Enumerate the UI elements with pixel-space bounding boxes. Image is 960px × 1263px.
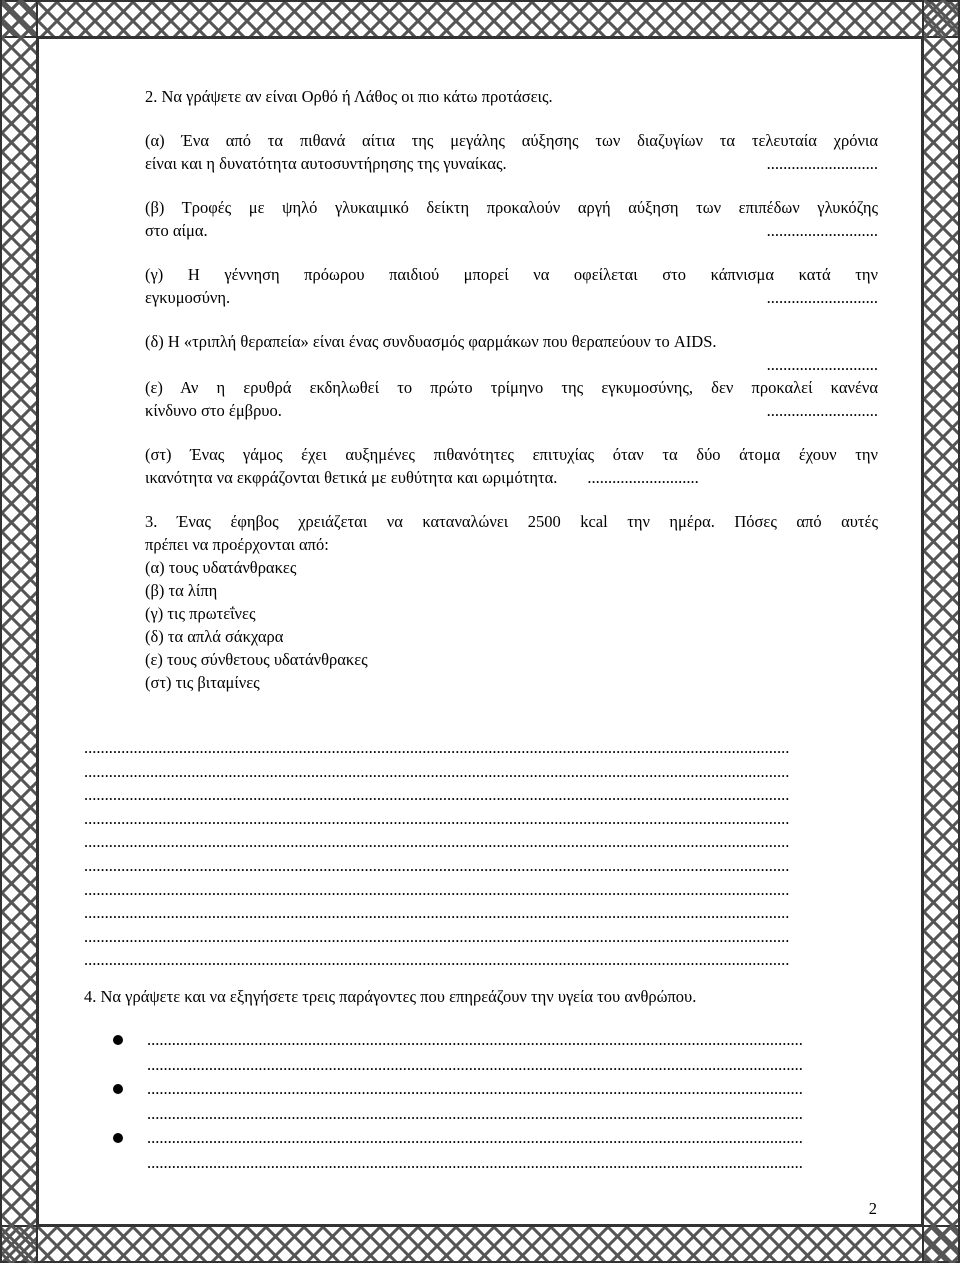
q4-answer-line[interactable]: ...............................................................................................................................................................: [147, 1054, 803, 1074]
q3-answer-line[interactable]: ...........................................................................................................................................................................: [84, 785, 790, 805]
q3-option: (α) τους υδατάνθρακες: [145, 558, 297, 577]
q4-answer-line[interactable]: ...............................................................................................................................................................: [147, 1103, 803, 1123]
q3-option: (β) τα λίπη: [145, 581, 218, 600]
q4-answer-line[interactable]: ...............................................................................................................................................................: [147, 1128, 803, 1147]
page-border-left: [0, 0, 38, 1263]
q2-item-f: (στ) Ένας γάμος έχει αυξημένες πιθανότητες επιτυχίας όταν τα δύο άτομα έχουν την ικανότητα να εκφράζονται θετικά με ευθύτητα και ωριμότητα. ...........................: [145, 445, 878, 487]
q3-option: (δ) τα απλά σάκχαρα: [145, 627, 284, 646]
q4-answer-line[interactable]: ...............................................................................................................................................................: [147, 1030, 803, 1049]
q3-answer-line[interactable]: ...........................................................................................................................................................................: [84, 761, 790, 781]
q3-answer-line[interactable]: ...........................................................................................................................................................................: [84, 808, 790, 828]
answer-blank[interactable]: ...........................: [587, 468, 699, 487]
page-border-top: [0, 0, 960, 38]
q4-bullet-list: [113, 1028, 878, 1175]
q2-item-e: (ε) Αν η ερυθρά εκδηλωθεί το πρώτο τρίμηνο της εγκυμοσύνης, δεν προκαλεί κανένα κίνδυνο στο έμβρυο. ...........................: [145, 378, 878, 420]
list-item: [113, 1053, 878, 1078]
q2-item-b: (β) Τροφές με ψηλό γλυκαιμικό δείκτη προκαλούν αργή αύξηση των επιπέδων γλυκόζης στο αίμα. ...........................: [145, 198, 878, 240]
bullet-icon: [113, 1133, 123, 1143]
answer-blank[interactable]: ...........................: [766, 221, 878, 240]
q4-title: 4. Να γράψετε και να εξηγήσετε τρεις παράγοντες που επηρεάζουν την υγεία του ανθρώπου.: [84, 987, 697, 1006]
page-border-bottom: [0, 1225, 960, 1263]
page-border-right: [922, 0, 960, 1263]
list-item: [113, 1151, 878, 1176]
q4-answer-line[interactable]: ...............................................................................................................................................................: [147, 1152, 803, 1172]
q3-question: 3. Ένας έφηβος χρειάζεται να καταναλώνει 2500 kcal την ημέρα. Πόσες από αυτές: [145, 512, 878, 531]
list-item: [113, 1077, 878, 1102]
q3-answer-line[interactable]: ...........................................................................................................................................................................: [84, 879, 790, 899]
page-number: 2: [868, 1199, 877, 1218]
list-item: [113, 1126, 878, 1151]
q4-answer-line[interactable]: ...............................................................................................................................................................: [147, 1079, 803, 1098]
q3-option: (γ) τις πρωτεΐνες: [145, 604, 256, 623]
q3-answer-line[interactable]: ...........................................................................................................................................................................: [84, 926, 790, 946]
bullet-icon: [113, 1084, 123, 1094]
q3-block: 3. Ένας έφηβος χρειάζεται να καταναλώνει 2500 kcal την ημέρα. Πόσες από αυτές πρέπει να προέρχονται από: (α) τους υδατάνθρακες (β) τα λίπη (γ) τις πρωτεΐνες (δ) τα απλά σάκχαρα (ε) τους σύνθετους υδατάνθρακες (στ) τις βιταμίνες: [145, 512, 878, 692]
q2-item-c: (γ) Η γέννηση πρόωρου παιδιού μπορεί να οφείλεται στο κάπνισμα κατά την εγκυμοσύνη. ...........................: [145, 265, 878, 307]
q3-option: (ε) τους σύνθετους υδατάνθρακες: [145, 650, 368, 669]
q3-option: (στ) τις βιταμίνες: [145, 673, 260, 692]
q3-answer-line[interactable]: ...........................................................................................................................................................................: [84, 738, 790, 757]
answer-blank[interactable]: ...........................: [766, 355, 878, 374]
q3-answer-line[interactable]: ...........................................................................................................................................................................: [84, 856, 790, 875]
q3-answer-line[interactable]: ...........................................................................................................................................................................: [84, 903, 790, 923]
q3-answer-line[interactable]: ...........................................................................................................................................................................: [84, 832, 790, 852]
document-body: [145, 85, 878, 694]
list-item: [113, 1028, 878, 1053]
answer-blank[interactable]: ...........................: [766, 401, 878, 420]
answer-blank[interactable]: ...........................: [766, 154, 878, 173]
answer-blank[interactable]: ...........................: [766, 288, 878, 307]
q2-title: 2. Να γράψετε αν είναι Ορθό ή Λάθος οι πιο κάτω προτάσεις.: [145, 87, 553, 106]
q2-item-d: (δ) Η «τριπλή θεραπεία» είναι ένας συνδυασμός φαρμάκων που θεραπεύουν το AIDS. ...........................: [145, 332, 878, 374]
q3-answer-line[interactable]: ...........................................................................................................................................................................: [84, 950, 790, 970]
list-item: [113, 1102, 878, 1127]
q2-item-a: (α) Ένα από τα πιθανά αίτια της μεγάλης αύξησης των διαζυγίων τα τελευταία χρόνια είναι και η δυνατότητα αυτοσυντήρησης της γυναίκας. ...........................: [145, 131, 878, 173]
bullet-icon: [113, 1035, 123, 1045]
